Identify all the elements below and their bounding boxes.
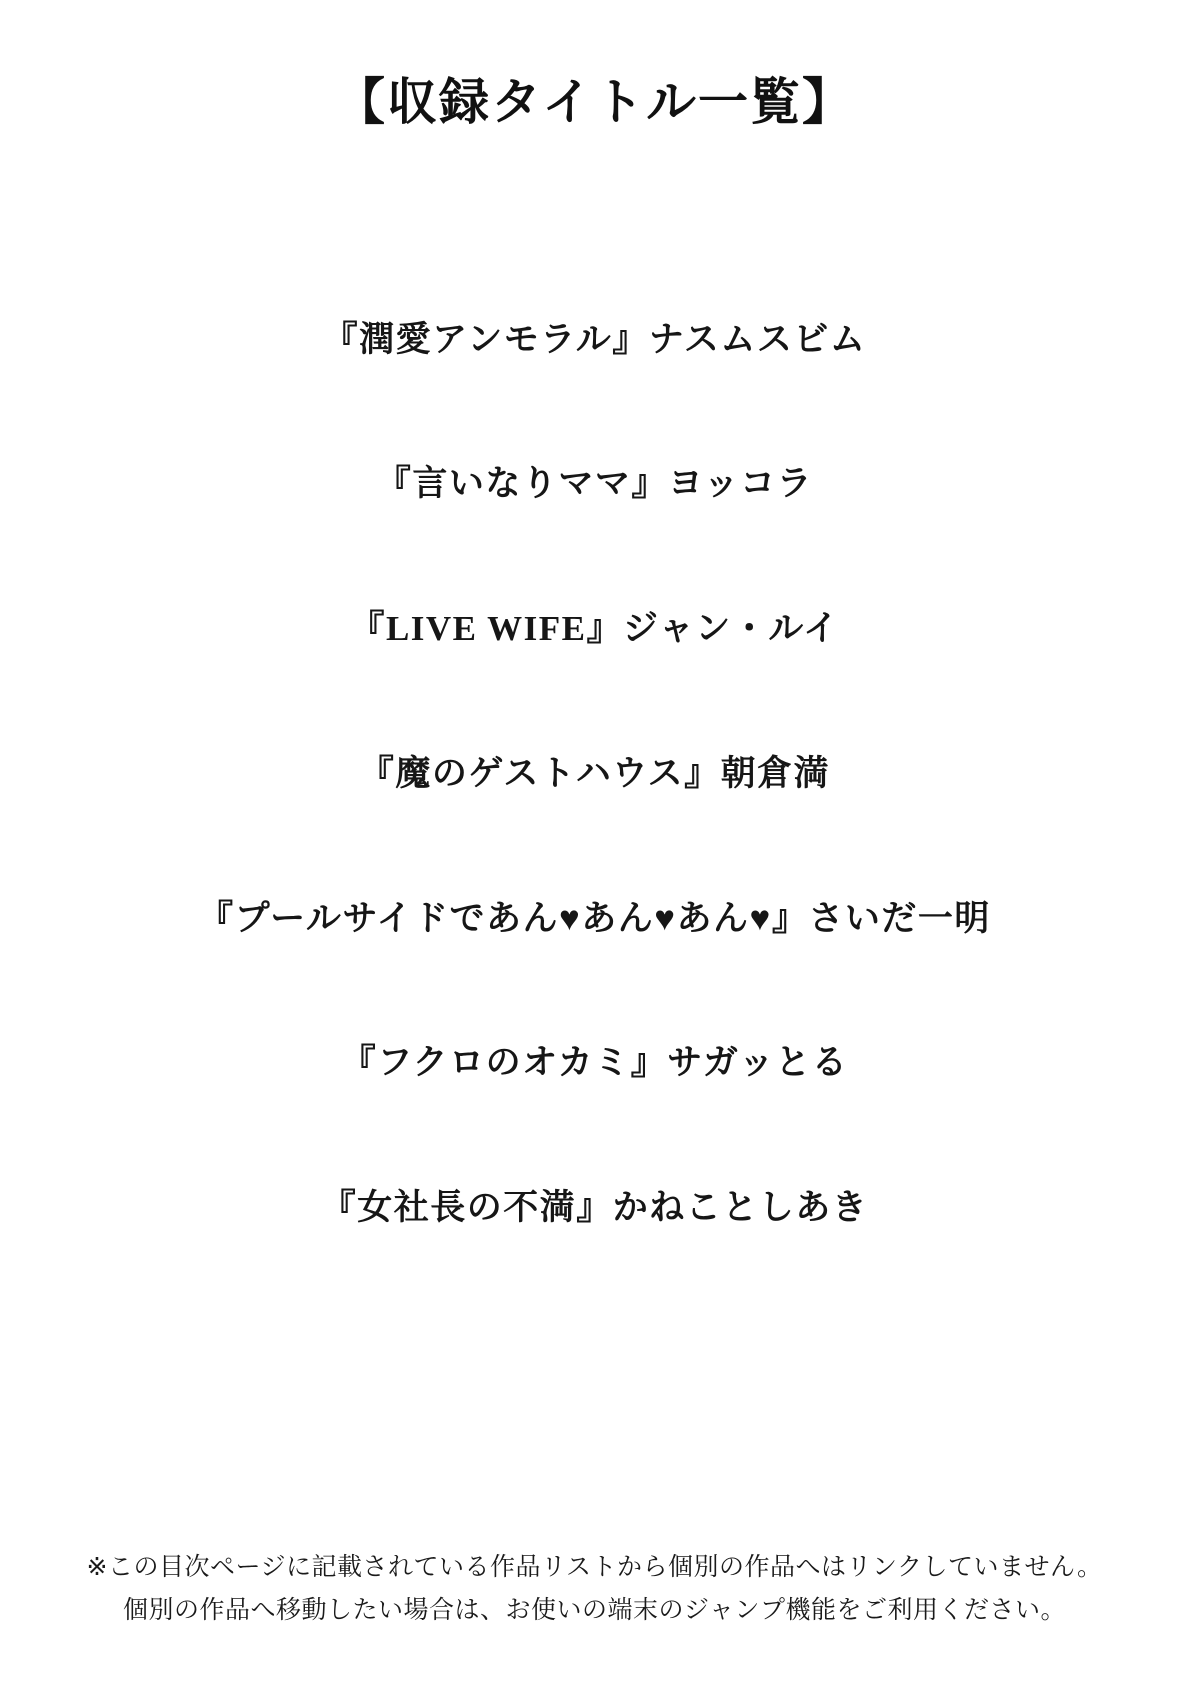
list-item: 『プールサイドであん♥あん♥あん♥』さいだ一明 [198, 898, 991, 938]
list-item: 『潤愛アンモラル』ナスムスビム [322, 319, 867, 359]
list-item: 『魔のゲストハウス』朝倉満 [358, 753, 831, 793]
list-item: 『女社長の不満』かねことしあき [320, 1188, 869, 1227]
list-item: 『フクロのオカミ』サガッとる [340, 1043, 849, 1083]
list-item: 『言いなりママ』ヨッコラ [375, 464, 814, 504]
footer-note-line-2: 個別の作品へ移動したい場合は、お使いの端末のジャンプ機能をご利用ください。 [122, 1594, 1066, 1624]
footer-note [0, 1546, 1189, 1631]
table-of-contents-list [0, 318, 1189, 1230]
list-item: 『LIVE WIFE』ジャン・ルイ [349, 609, 840, 648]
page-title: 【収録タイトル一覧】 [335, 74, 854, 130]
footer-note-line-1: ※この目次ページに記載されている作品リストから個別の作品へはリンクしていません。 [86, 1552, 1103, 1581]
